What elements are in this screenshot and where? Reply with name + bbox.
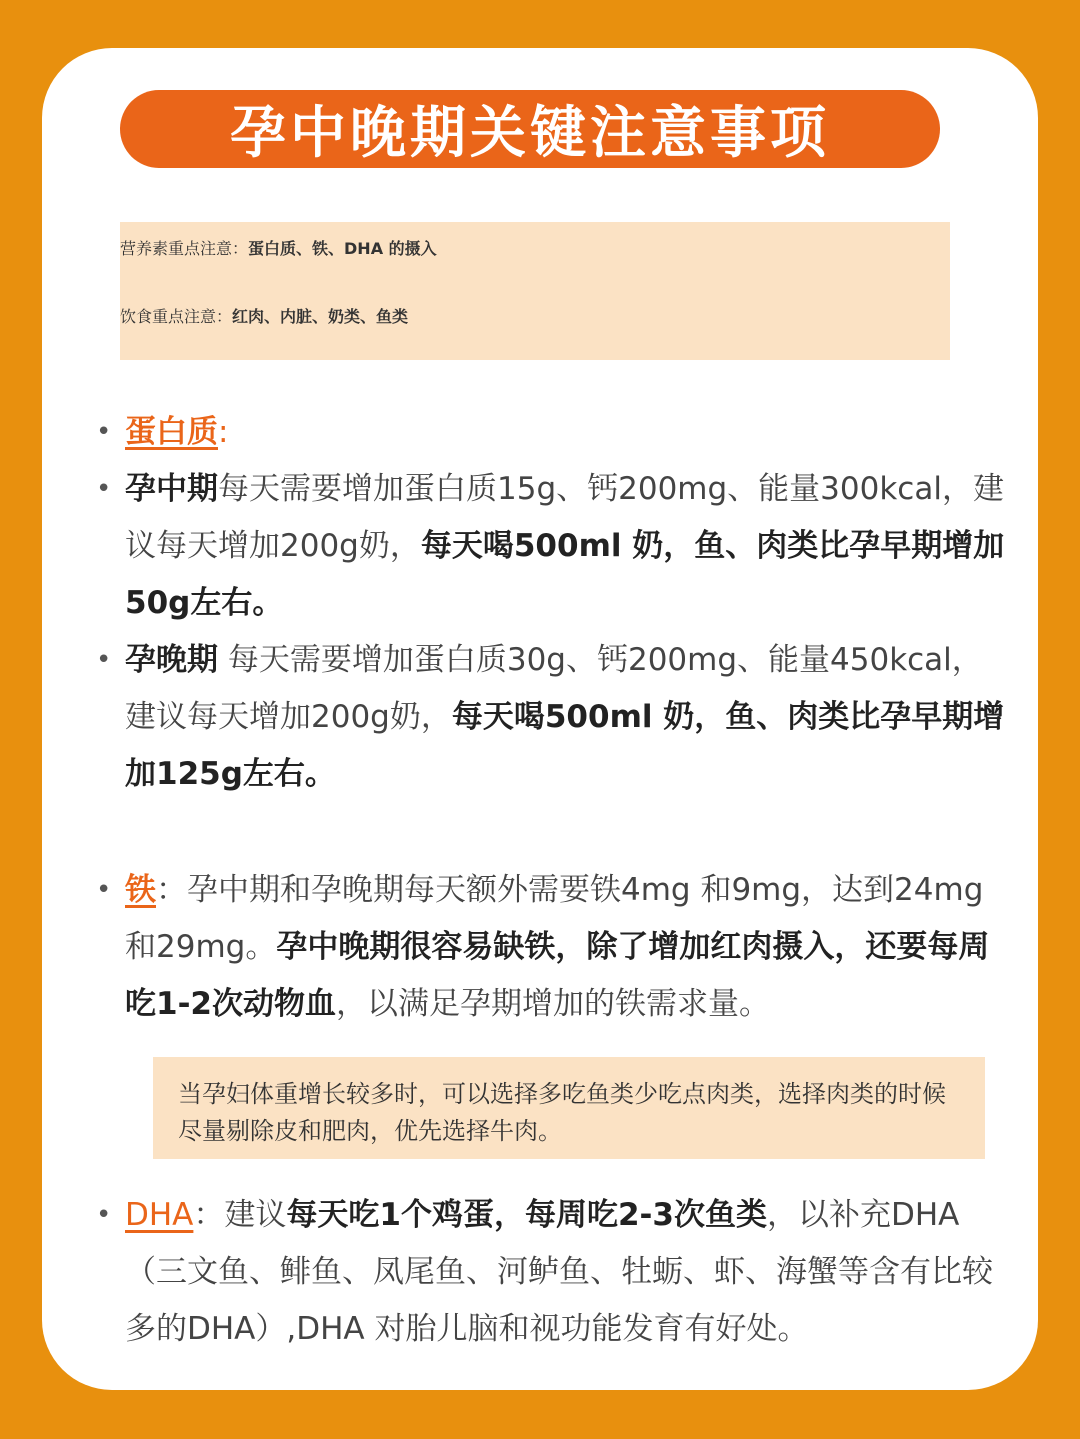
- protein-mid-text-1: 每天需要增加蛋白质15g、钙200mg、能量300kcal，: [218, 471, 973, 507]
- bullet-icon: •: [96, 474, 112, 504]
- summary-diet-label: 饮食重点注意：: [120, 307, 233, 326]
- title-banner: [120, 90, 940, 168]
- tip-box: [153, 1057, 985, 1159]
- summary-diet-value: 红肉、内脏、奶类、鱼类: [232, 307, 409, 326]
- dha-text-2: ，以补充DHA（三文鱼、鲱鱼、凤尾鱼、河鲈鱼、牡蛎、虾、海蟹等含有比较多的DHA）,DHA 对胎儿脑和视功能发育有好处。: [125, 1197, 993, 1347]
- bullet-icon: •: [96, 645, 112, 675]
- protein-mid-row: [96, 461, 1006, 632]
- bullet-icon: •: [96, 875, 112, 905]
- summary-diet: [120, 304, 950, 327]
- dha-row: [96, 1187, 1006, 1358]
- protein-late-text-1: 每天需要增加蛋白质30g、钙200mg、能量450kcal，: [218, 642, 983, 678]
- summary-nutrients: [120, 236, 950, 259]
- protein-mid-bold: 每天喝500ml 奶，鱼、肉类比孕早期增加50g左右。: [125, 528, 1005, 621]
- summary-nutrients-value: 蛋白质、铁、DHA 的摄入: [248, 239, 437, 258]
- protein-heading-colon: :: [218, 414, 229, 450]
- dha-bold-1: 每天吃1个鸡蛋，每周吃2-3次鱼类: [286, 1197, 767, 1233]
- bullet-icon: •: [96, 1200, 112, 1230]
- dha-heading: DHA: [125, 1197, 194, 1233]
- protein-late-text-2: 建议每天增加200g奶，: [125, 699, 452, 735]
- protein-mid-label: 孕中期: [125, 471, 218, 507]
- dha-text-1: ：建议: [193, 1197, 287, 1233]
- iron-text-2: ，以满足孕期增加的铁需求量。: [336, 986, 771, 1022]
- protein-mid-text-2: 建议每天增加200g奶，: [125, 471, 1004, 564]
- iron-text-1: ：孕中期和孕晚期每天额外需要铁4mg 和9mg，达到24mg和29mg。: [125, 872, 984, 965]
- iron-heading: 铁: [125, 872, 156, 908]
- protein-late-bold: 每天喝500ml 奶，鱼、肉类比孕早期增加125g左右。: [125, 699, 1005, 792]
- protein-heading-row: [96, 404, 1006, 461]
- protein-late-row: [96, 632, 1006, 803]
- protein-section: [96, 404, 1006, 803]
- dha-section: [96, 1187, 1006, 1358]
- iron-section: [96, 862, 1006, 1033]
- page-title: 孕中晚期关键注意事项: [230, 101, 830, 166]
- iron-bold: 孕中晚期很容易缺铁，除了增加红肉摄入，还要每周吃1-2次动物血: [125, 929, 990, 1022]
- iron-row: [96, 862, 1006, 1033]
- protein-late-label: 孕晚期: [125, 642, 218, 678]
- protein-heading: 蛋白质: [125, 414, 218, 450]
- summary-nutrients-label: 营养素重点注意：: [120, 239, 249, 258]
- tip-text: 当孕妇体重增长较多时，可以选择多吃鱼类少吃点肉类，选择肉类的时候尽量剔除皮和肥肉，优先选择牛肉。: [178, 1080, 946, 1145]
- bullet-icon: •: [96, 417, 112, 447]
